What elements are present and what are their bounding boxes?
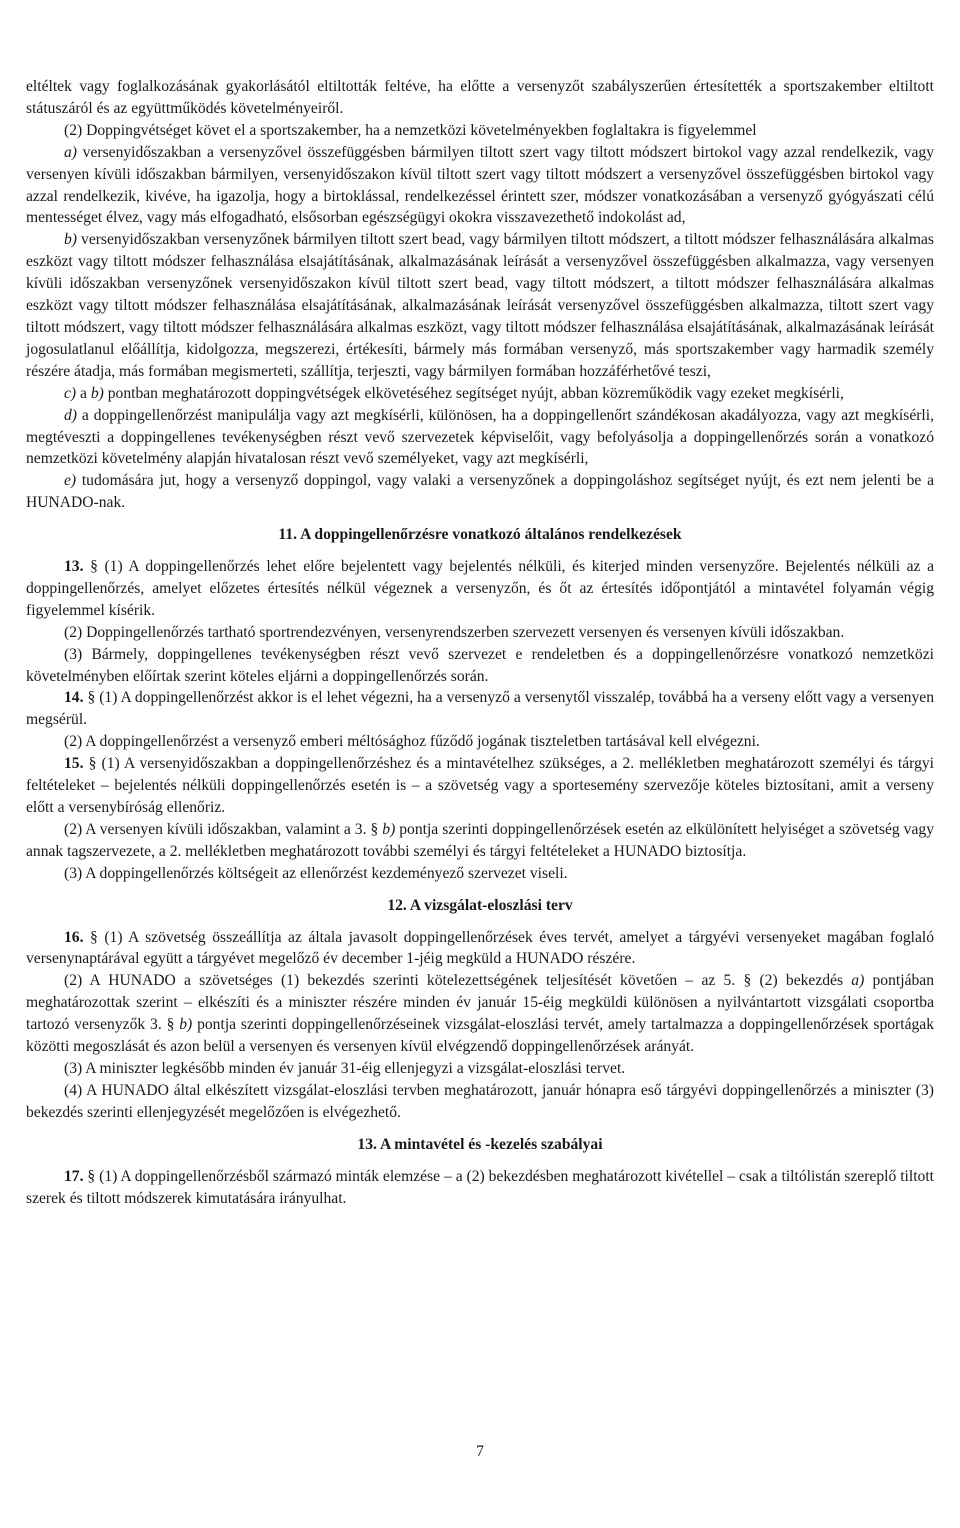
paragraph: (4) A HUNADO által elkészített vizsgálat-eloszlási tervben meghatározott, január hónapra eső tárgyévi doppingellenőrzés a miniszter (3) bekezdés szerinti ellenjegyzését megelőzően is elvégezhető. xyxy=(26,1081,934,1121)
point-reference: b) xyxy=(382,820,396,838)
point-reference: b) xyxy=(179,1016,193,1034)
point-marker: e) xyxy=(64,472,77,490)
point-reference: a) xyxy=(851,972,865,990)
point-text: tudomására jut, hogy a versenyző doppingol, vagy valaki a versenyzőnek a doppingoláshoz segítséget nyújt, és ezt nem jelenti be a HUNADO-nak. xyxy=(26,472,934,512)
section-heading: 13. A mintavétel és -kezelés szabályai xyxy=(357,1135,603,1153)
section-number: 14. xyxy=(64,689,84,707)
point-text: a xyxy=(76,384,91,402)
section-text: pontjában meghatározottak szerint – elkészíti és a miniszter részére minden év január 15-éig megküldi különösen a nyilvántartott vizsgálati csoportba tartozó versenyzők 3. § xyxy=(26,972,935,1034)
section-heading: 11. A doppingellenőrzésre vonatkozó általános rendelkezések xyxy=(278,526,682,544)
section-text: (2) A versenyen kívüli időszakban, valamint a 3. § xyxy=(64,820,383,838)
paragraph xyxy=(26,753,934,819)
point-text: pontban meghatározott doppingvétségek elkövetéséhez segítséget nyújt, abban közreműködik vagy ezeket megkísérli, xyxy=(103,384,844,402)
paragraph: (3) A doppingellenőrzés költségeit az ellenőrzést kezdeményező szervezet viseli. xyxy=(64,864,568,882)
point-reference: b) xyxy=(90,384,104,402)
paragraph: (3) A miniszter legkésőbb minden év január 31-éig ellenjegyzi a vizsgálat-eloszlási tervet. xyxy=(64,1059,626,1077)
point-marker: c) xyxy=(64,384,77,402)
paragraph: (2) Doppingellenőrzés tartható sportrendezvényen, versenyrendszerben szervezett versenyen és versenyen kívüli időszakban. xyxy=(64,623,845,641)
section-number: 17. xyxy=(64,1167,84,1185)
paragraph: (3) Bármely, doppingellenes tevékenységben részt vevő szervezet e rendeletben és a doppingellenőrzésre vonatkozó nemzetközi követelményben előírtak szerint köteles eljárni a doppingellenőrzés során. xyxy=(26,645,934,685)
point-text: a doppingellenőrzést manipulálja vagy azt megkísérli, különösen, ha a doppingellenőrt szándékosan akadályozza, vagy azt megkísérli, megtéveszti a doppingellenes tevékenységben részt vevő szervezetek képviselőit, vagy befolyásolja a doppingellenőrzés során a vonatkozó nemzetközi követelmény alapján hivatalosan részt vevő személyeket, vagy azt megkísérli, xyxy=(26,406,934,468)
point-marker: b) xyxy=(64,231,77,249)
paragraph xyxy=(26,229,934,382)
section-text: § (1) A doppingellenőrzés lehet előre bejelentett vagy bejelentés nélküli, és kiterjed minden versenyzőre. Bejelentés nélküli az a doppingellenőrzés, amelyet előzetes értesítés nélkül végeznek a versenyzőn, és őt az értesítés időpontjától a mintavétel folyamán végig figyelemmel kísérik. xyxy=(26,558,934,619)
paragraph xyxy=(26,405,934,471)
section-text: pontja szerinti doppingellenőrzések esetén az elkülönített helyiséget a szövetség vagy annak tagszervezete, a 2. mellékletben meghatározott további személyi és tárgyi feltételeket a HUNADO biztosítja. xyxy=(26,820,934,860)
section-text: § (1) A versenyidőszakban a doppingellenőrzéshez és a mintavételhez szükséges, a 2. mellékletben meghatározott személyi és tárgyi feltételeket – bejelentés nélküli doppingellenőrzés esetén is – a szövetség vagy a sportesemény szervezője köteles biztosítani, amit a verseny előtt a versenybíróság ellenőriz. xyxy=(26,755,934,816)
paragraph: (2) A doppingellenőrzést a versenyző emberi méltósághoz fűződő jogának tiszteletben tartásával kell elvégezni. xyxy=(64,733,760,751)
point-marker: a) xyxy=(64,143,77,161)
point-text: versenyidőszakban versenyzőnek bármilyen tiltott szert bead, vagy bármilyen tiltott módszert, a tiltott módszer felhasználására alkalmas eszközt vagy tiltott módszer felhasználása elsajátításának, alkalmazásának leírását a versenyzővel összefüggésben alkalmazza, vagy versenyen kívüli időszakban versenyzőnek versenyidőszakon kívül tiltott szert bead, vagy tiltott módszert, a tiltott módszer felhasználására alkalmas eszközt vagy tiltott módszer felhasználása elsajátításának, alkalmazásának leírását versenyzővel összefüggésben alkalmazza, tiltott szert vagy tiltott módszert, vagy tiltott módszer felhasználására alkalmas eszközt, vagy tiltott módszer felhasználása elsajátításának, alkalmazásának leírását jogosulatlanul előállítja, kidolgozza, megszerezi, értékesíti, bármely más formában versenyző, más sportszakember vagy harmadik személy részére átadja, más formában megismerteti, szállítja, terjeszti, vagy bármilyen formában hozzáférhetővé teszi, xyxy=(26,231,934,380)
section-number: 13. xyxy=(64,558,84,576)
section-heading: 12. A vizsgálat-eloszlási terv xyxy=(387,896,573,914)
page-number: 7 xyxy=(476,1443,484,1460)
paragraph xyxy=(26,556,934,622)
section-number: 16. xyxy=(64,928,84,946)
paragraph xyxy=(26,383,934,405)
section-text: (2) A HUNADO a szövetséges (1) bekezdés szerinti kötelezettségének teljesítését követően – az 5. § (2) bekezdés xyxy=(64,972,852,990)
point-text: versenyidőszakban a versenyzővel összefüggésben bármilyen tiltott szert vagy tiltott módszert birtokol vagy azzal rendelkezik, vagy versenyen kívüli időszakban bármilyen, versenyidőszakon kívül tiltott szert vagy tiltott módszert a versenyzővel összefüggésben birtokol vagy azzal rendelkezik, kivéve, ha igazolja, hogy a birtoklással, rendelkezéssel érintett szer, módszer vonatkozásában a versenyző gyógyászati célú mentességet élvez, vagy más elfogadható, elsősorban egészségügyi okokra visszavezethető indokolást ad, xyxy=(26,143,934,227)
paragraph xyxy=(26,1166,934,1210)
document-body xyxy=(26,76,934,1209)
section-text: pontja szerinti doppingellenőrzéseinek vizsgálat-eloszlási tervét, amely tartalmazza a doppingellenőrzések sportágak közötti megoszlását és azon belül a versenyen és versenyen kívül elvégzendő doppingellenőrzések arányát. xyxy=(26,1016,935,1056)
paragraph xyxy=(26,970,934,1058)
paragraph: (2) Doppingvétséget követ el a sportszakember, ha a nemzetközi követelményekben foglaltakra is figyelemmel xyxy=(64,121,757,139)
paragraph: eltéltek vagy foglalkozásának gyakorlásától eltiltották feltéve, ha előtte a versenyzőt szabályszerűen értesítették a sportszakember eltiltott státuszáról és az együttműködés követelményeiről. xyxy=(26,78,934,117)
paragraph xyxy=(26,927,934,971)
paragraph xyxy=(26,470,934,514)
point-marker: d) xyxy=(64,406,77,424)
section-text: § (1) A szövetség összeállítja az általa javasolt doppingellenőrzések éves tervét, amelyet a tárgyévi versenyeket magában foglaló versenynaptárával együtt a tárgyévet megelőző év december 1-jéig megküld a HUNADO részére. xyxy=(26,928,934,968)
paragraph xyxy=(26,142,934,230)
section-number: 15. xyxy=(64,755,84,773)
section-text: § (1) A doppingellenőrzést akkor is el lehet végezni, ha a versenyző a versenytől visszalép, továbbá ha a verseny előtt vagy a versenyen megsérül. xyxy=(26,689,934,729)
paragraph xyxy=(26,687,934,731)
paragraph xyxy=(26,819,934,863)
section-text: § (1) A doppingellenőrzésből származó minták elemzése – a (2) bekezdésben meghatározott kivétellel – csak a tiltólistán szereplő tiltott szerek és tiltott módszerek kimutatására irányulhat. xyxy=(26,1167,934,1207)
